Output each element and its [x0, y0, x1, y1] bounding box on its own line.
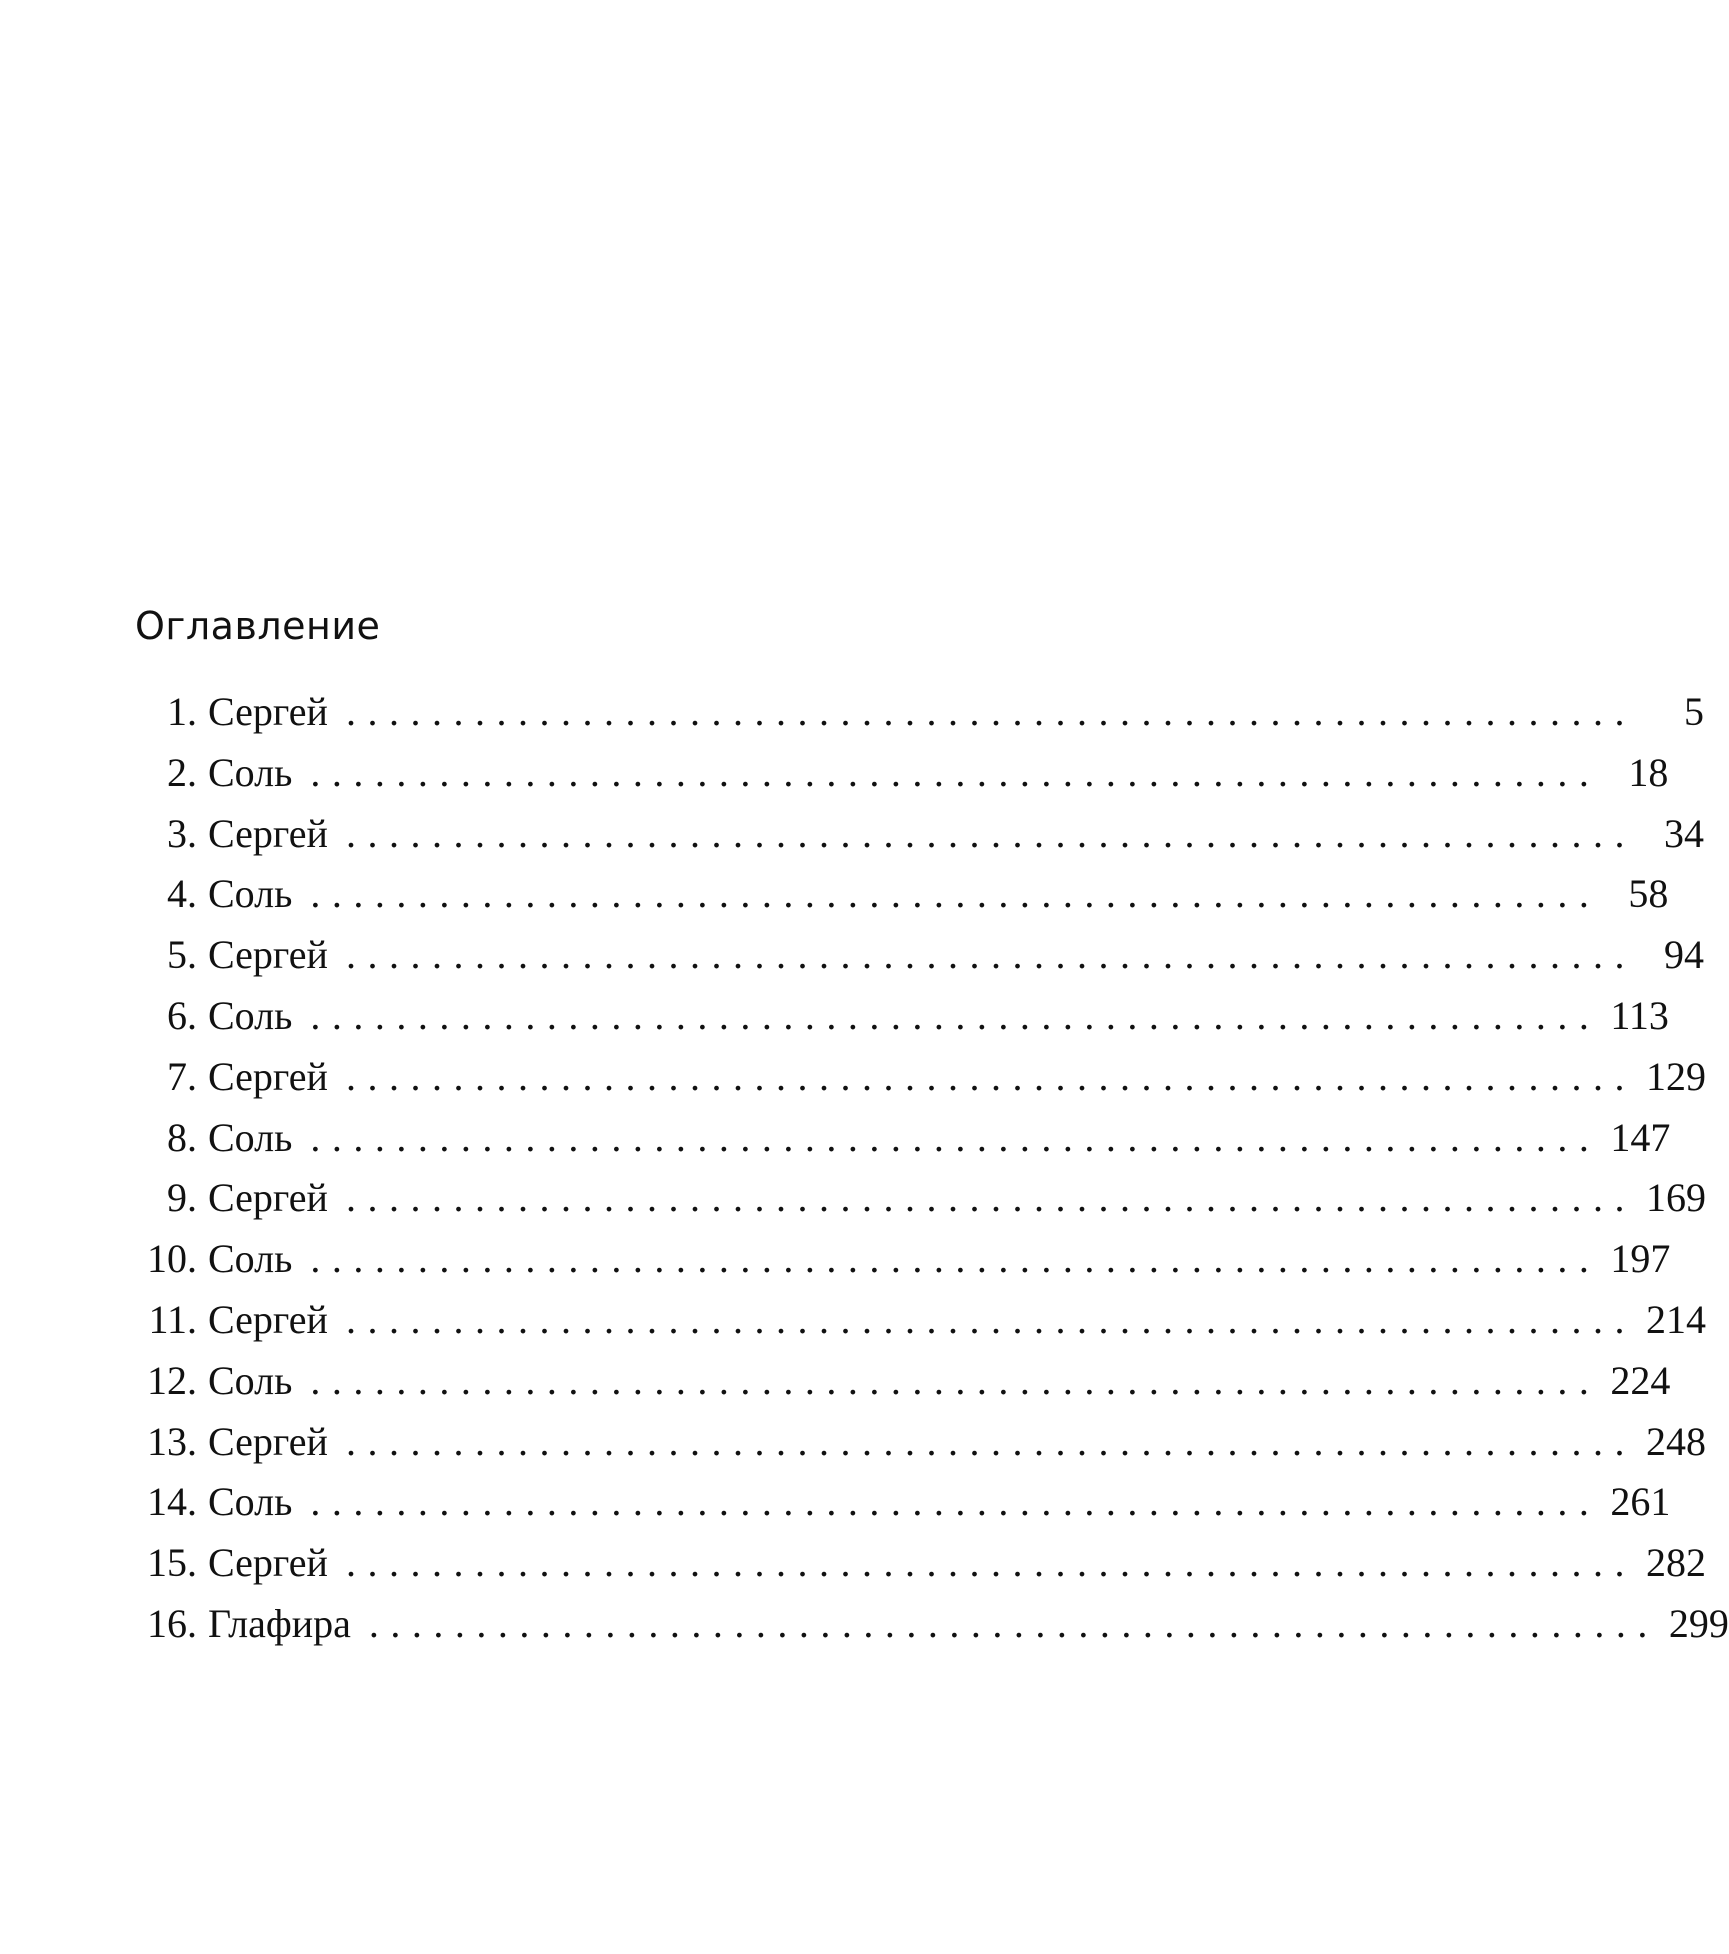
toc-entry-title: Сергей: [208, 1053, 328, 1099]
toc-entry-title: Соль: [208, 1236, 293, 1282]
toc-entry-page: 113: [1610, 992, 1669, 1038]
toc-entry: [135, 864, 1669, 925]
toc-entry-number: 8.: [167, 1114, 197, 1160]
toc-entry: [135, 1594, 1729, 1655]
toc-entry-number: 15.: [147, 1540, 197, 1586]
toc-entry: [135, 925, 1704, 986]
toc-entry-page: 58: [1628, 871, 1669, 917]
toc-entry-title: Сергей: [208, 689, 328, 734]
toc-entry-title: Сергей: [208, 932, 328, 978]
toc-entry-number: 14.: [147, 1479, 197, 1525]
toc-dot-leader: ............................................................: [310, 1357, 1601, 1403]
toc-dot-leader: ............................................................: [345, 932, 1636, 978]
toc-entry-title: Соль: [208, 749, 293, 795]
toc-entry-title: Соль: [208, 1479, 293, 1525]
toc-entry-page: 34: [1663, 810, 1704, 856]
toc-entry-page: 18: [1628, 749, 1669, 795]
toc-entry-number: 9.: [167, 1175, 197, 1221]
toc-dot-leader: ............................................................: [310, 749, 1601, 795]
toc-dot-leader: ............................................................: [345, 1053, 1636, 1099]
toc-dot-leader: ............................................................: [310, 1479, 1601, 1525]
toc-entry-title: Соль: [208, 871, 293, 917]
toc-entry-number: 12.: [147, 1357, 197, 1403]
toc-entry-title: Соль: [208, 1114, 293, 1160]
toc-entry-page: 214: [1645, 1296, 1706, 1342]
toc-entry: [135, 1533, 1706, 1594]
toc-entry-title: Сергей: [208, 1418, 328, 1464]
toc-entry-page: 299: [1668, 1600, 1729, 1646]
toc-entry-number: 2.: [167, 749, 197, 795]
toc-entry-number: 16.: [147, 1600, 197, 1646]
toc-entry-title: Соль: [208, 1357, 293, 1403]
toc-entry-title: Сергей: [208, 1540, 328, 1586]
toc-entry-page: 5: [1683, 689, 1704, 734]
toc-entry-title: Сергей: [208, 1296, 328, 1342]
toc-entry-page: 261: [1610, 1479, 1671, 1525]
toc-entry: [135, 1472, 1671, 1533]
toc-entry-page: 224: [1610, 1357, 1671, 1403]
toc-entry-title: Глафира: [208, 1600, 351, 1646]
toc-entry: [135, 804, 1704, 865]
toc-entry-number: 6.: [167, 992, 197, 1038]
toc-entry: [135, 986, 1669, 1047]
toc-dot-leader: ............................................................: [310, 871, 1601, 917]
toc-dot-leader: ............................................................: [310, 1114, 1601, 1160]
toc-entry-number: 4.: [167, 871, 197, 917]
toc-entry-number: 10.: [147, 1236, 197, 1282]
toc-entry-page: 248: [1645, 1418, 1706, 1464]
toc-entry-page: 94: [1663, 932, 1704, 978]
toc-entry-page: 169: [1645, 1175, 1706, 1221]
toc-entry-title: Сергей: [208, 1175, 328, 1221]
toc-entry: [135, 1229, 1671, 1290]
toc-dot-leader: ............................................................: [345, 1175, 1636, 1221]
toc-list: [135, 682, 1729, 1655]
toc-entry-number: 13.: [147, 1418, 197, 1464]
toc-dot-leader: ............................................................: [345, 1296, 1636, 1342]
toc-entry-title: Сергей: [208, 810, 328, 856]
toc-dot-leader: ............................................................: [310, 992, 1601, 1038]
toc-entry-number: 7.: [167, 1053, 197, 1099]
toc-entry: [135, 1412, 1706, 1473]
toc-entry: [135, 1168, 1706, 1229]
toc-entry-number: 3.: [167, 810, 197, 856]
toc-entry: [135, 682, 1704, 743]
toc-heading: Оглавление: [135, 604, 381, 648]
toc-dot-leader: ............................................................: [345, 689, 1636, 734]
toc-entry-number: 11.: [148, 1296, 197, 1342]
toc-dot-leader: ............................................................: [310, 1236, 1601, 1282]
toc-entry: [135, 1351, 1671, 1412]
toc-entry: [135, 1108, 1671, 1169]
toc-entry-number: 1.: [167, 689, 197, 734]
toc-dot-leader: ............................................................: [345, 1418, 1636, 1464]
toc-entry: [135, 1047, 1706, 1108]
toc-entry-page: 197: [1610, 1236, 1671, 1282]
toc-dot-leader: ............................................................: [345, 1540, 1636, 1586]
toc-entry-number: 5.: [167, 932, 197, 978]
toc-entry-page: 282: [1645, 1540, 1706, 1586]
toc-entry-page: 129: [1645, 1053, 1706, 1099]
toc-entry: [135, 1290, 1706, 1351]
toc-dot-leader: ............................................................: [345, 810, 1636, 856]
toc-entry: [135, 743, 1669, 804]
toc-entry-page: 147: [1610, 1114, 1671, 1160]
toc-dot-leader: ............................................................: [368, 1600, 1659, 1646]
toc-entry-title: Соль: [208, 992, 293, 1038]
